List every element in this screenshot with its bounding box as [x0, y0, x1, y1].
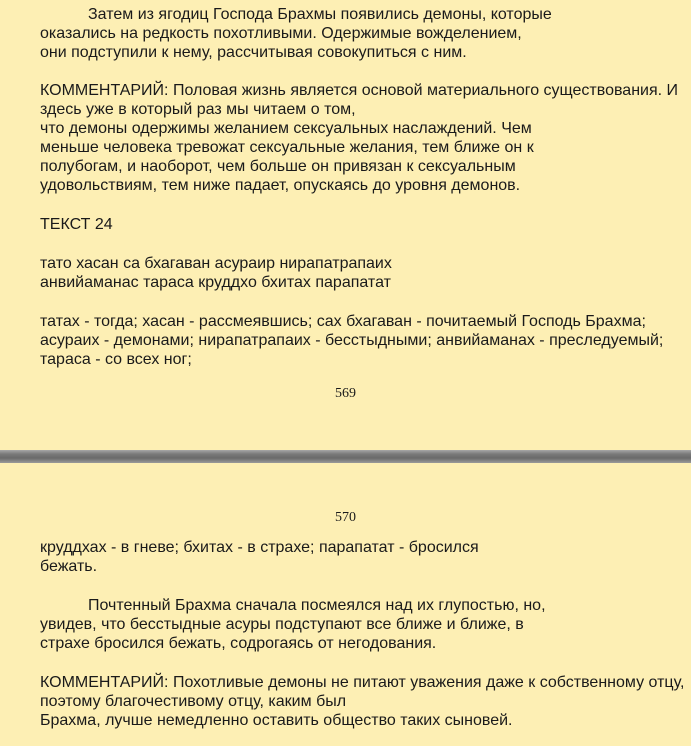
commentary-line: здесь уже в который раз мы читаем о том, — [40, 101, 356, 118]
commentary-line: меньше человека тревожат сексуальные желания, тем ближе он к — [40, 139, 534, 156]
section-heading: ТЕКСТ 24 — [40, 216, 113, 233]
text-line: они подступили к нему, рассчитывая совокупиться с ним. — [40, 44, 467, 61]
commentary-line: Брахма, лучше немедленно оставить общество таких сыновей. — [40, 712, 513, 729]
commentary-line: полубогам, и наоборот, чем больше он привязан к сексуальным — [40, 158, 516, 175]
document-page-570 — [0, 463, 691, 746]
commentary-line: что демоны одержимы желанием сексуальных наслаждений. Чем — [40, 120, 532, 137]
text-line: оказались на редкость похотливыми. Одержимые вожделением, — [40, 25, 522, 42]
translation-line: увидев, что бесстыдные асуры подступают все ближе и ближе, в — [40, 616, 524, 633]
synonyms-line: асураих - демонами; нирапатрапаих - бесстыдными; анвийаманах - преследуемый; — [40, 332, 664, 349]
synonyms-line: тараса - со всех ног; — [40, 351, 192, 368]
synonyms-line: круддхах - в гневе; бхитах - в страхе; парапатат - бросился — [40, 539, 479, 556]
commentary-line: КОММЕНТАРИЙ: Похотливые демоны не питают уважения даже к собственному отцу, — [40, 674, 685, 691]
text-line: Затем из ягодиц Господа Брахмы появились демоны, которые — [88, 6, 552, 23]
synonyms-line: татах - тогда; хасан - рассмеявшись; сах бхагаван - почитаемый Господь Брахма; — [40, 313, 646, 330]
commentary-line: поэтому благочестивому отцу, каким был — [40, 693, 347, 710]
page-number: 569 — [335, 386, 356, 401]
commentary-line: удовольствиям, тем ниже падает, опускаясь до уровня демонов. — [40, 177, 521, 194]
commentary-line: КОММЕНТАРИЙ: Половая жизнь является основой материального существования. И — [40, 82, 679, 99]
page-separator — [0, 450, 691, 463]
verse-line: анвийаманас тараса круддхо бхитах парапатат — [40, 274, 391, 291]
translation-line: страхе бросился бежать, содрогаясь от негодования. — [40, 635, 437, 652]
translation-line: Почтенный Брахма сначала посмеялся над их глупостью, но, — [88, 597, 546, 614]
verse-line: тато хасан са бхагаван асураир нирапатрапаих — [40, 255, 392, 272]
page-number: 570 — [335, 510, 356, 525]
synonyms-line: бежать. — [40, 558, 98, 575]
